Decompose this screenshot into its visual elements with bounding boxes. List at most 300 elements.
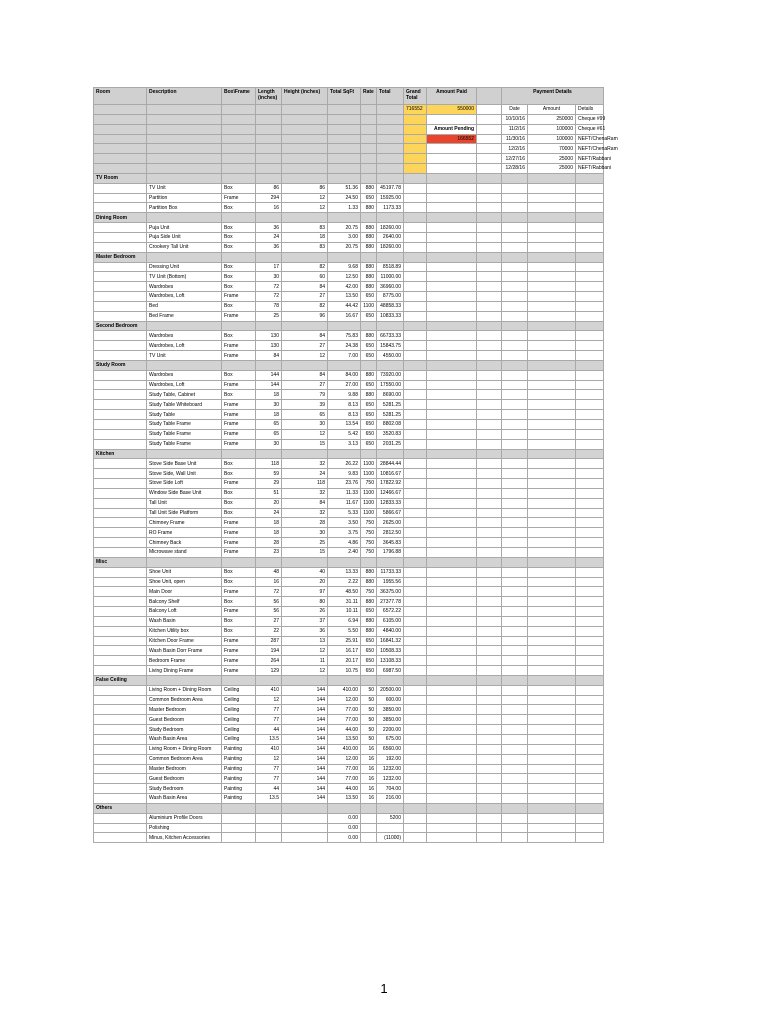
- item-sqft: 410.00: [328, 685, 361, 695]
- section-row: [94, 321, 604, 331]
- item-sqft: 1.33: [328, 203, 361, 213]
- blank-cell: [576, 380, 604, 390]
- section-fill: [576, 252, 604, 262]
- item-rate: 1100: [361, 498, 377, 508]
- blank-cell: [528, 292, 576, 302]
- item-sqft: 13.33: [328, 567, 361, 577]
- blank-cell: [427, 774, 477, 784]
- blank-cell: [528, 508, 576, 518]
- blank-cell: [528, 518, 576, 528]
- item-description: Wardrobes, Loft: [147, 292, 222, 302]
- item-type: Frame: [222, 439, 256, 449]
- item-rate: 650: [361, 292, 377, 302]
- blank-cell: [528, 498, 576, 508]
- section-fill: [528, 360, 576, 370]
- item-description: Guest Bedroom: [147, 774, 222, 784]
- section-fill: [404, 213, 427, 223]
- item-height: 12: [282, 666, 328, 676]
- item-description: Aluminium Profile Doors: [147, 813, 222, 823]
- blank-cell: [528, 341, 576, 351]
- item-height: 144: [282, 764, 328, 774]
- item-description: Wash Basin Area: [147, 794, 222, 804]
- blank-cell: [427, 351, 477, 361]
- blank-cell: [576, 547, 604, 557]
- item-description: Wardrobes: [147, 282, 222, 292]
- blank-cell: [147, 164, 222, 174]
- blank-cell: [576, 626, 604, 636]
- blank-cell: [477, 715, 502, 725]
- table-row: [94, 744, 604, 754]
- section-fill: [256, 321, 282, 331]
- room-cell: [94, 272, 147, 282]
- item-rate: 16: [361, 754, 377, 764]
- blank-cell: [404, 656, 427, 666]
- blank-cell: [404, 715, 427, 725]
- blank-cell: [404, 547, 427, 557]
- item-type: Frame: [222, 518, 256, 528]
- table-row: [94, 242, 604, 252]
- section-fill: [328, 557, 361, 567]
- item-total: (11000): [377, 833, 404, 843]
- section-fill: [256, 213, 282, 223]
- section-fill: [147, 252, 222, 262]
- blank-cell: [502, 331, 528, 341]
- room-cell: [94, 488, 147, 498]
- estimate-body: [94, 105, 618, 843]
- item-description: Guest Bedroom: [147, 715, 222, 725]
- item-rate: 1100: [361, 301, 377, 311]
- summary-row: [94, 154, 604, 164]
- item-height: 12: [282, 193, 328, 203]
- item-sqft: 44.00: [328, 784, 361, 794]
- item-height: 60: [282, 272, 328, 282]
- item-length: 44: [256, 784, 282, 794]
- blank-cell: [576, 616, 604, 626]
- blank-cell: [404, 695, 427, 705]
- section-row: [94, 449, 604, 459]
- item-type: Box: [222, 370, 256, 380]
- item-height: 84: [282, 331, 328, 341]
- blank-cell: [477, 646, 502, 656]
- blank-cell: [502, 784, 528, 794]
- item-length: 194: [256, 646, 282, 656]
- item-description: Study Table: [147, 410, 222, 420]
- item-total: 18260.00: [377, 242, 404, 252]
- item-length: 264: [256, 656, 282, 666]
- blank-cell: [427, 410, 477, 420]
- table-row: [94, 577, 604, 587]
- item-type: Frame: [222, 538, 256, 548]
- item-length: 27: [256, 616, 282, 626]
- item-type: Ceiling: [222, 735, 256, 745]
- item-type: Box: [222, 223, 256, 233]
- blank-cell: [502, 390, 528, 400]
- blank-cell: [528, 784, 576, 794]
- item-height: 32: [282, 488, 328, 498]
- item-description: Wash Basin Dorr Frame: [147, 646, 222, 656]
- item-type: Ceiling: [222, 725, 256, 735]
- blank-cell: [576, 341, 604, 351]
- room-cell: [94, 833, 147, 843]
- table-row: [94, 439, 604, 449]
- blank-cell: [576, 794, 604, 804]
- section-fill: [328, 173, 361, 183]
- item-sqft: 12.00: [328, 754, 361, 764]
- item-total: 3850.00: [377, 705, 404, 715]
- blank-cell: [528, 754, 576, 764]
- blank-cell: [147, 105, 222, 115]
- room-cell: [94, 587, 147, 597]
- item-type: Box: [222, 232, 256, 242]
- header-length: Length (inches): [256, 88, 282, 105]
- item-total: 8518.89: [377, 262, 404, 272]
- item-total: 192.00: [377, 754, 404, 764]
- blank-cell: [502, 715, 528, 725]
- item-height: 144: [282, 794, 328, 804]
- table-row: [94, 203, 604, 213]
- blank-cell: [502, 380, 528, 390]
- blank-cell: [477, 577, 502, 587]
- section-fill: [361, 675, 377, 685]
- blank-cell: [576, 656, 604, 666]
- item-length: 29: [256, 479, 282, 489]
- blank-cell: [427, 114, 477, 124]
- item-length: 17: [256, 262, 282, 272]
- blank-cell: [528, 547, 576, 557]
- item-sqft: 16.17: [328, 646, 361, 656]
- blank-cell: [477, 459, 502, 469]
- table-row: [94, 656, 604, 666]
- item-length: 72: [256, 587, 282, 597]
- item-length: 59: [256, 469, 282, 479]
- blank-cell: [576, 232, 604, 242]
- section-fill: [377, 173, 404, 183]
- item-description: Bedroom Frame: [147, 656, 222, 666]
- item-type: Box: [222, 301, 256, 311]
- section-fill: [282, 360, 328, 370]
- blank-cell: [502, 528, 528, 538]
- blank-cell: [404, 666, 427, 676]
- blank-cell: [576, 774, 604, 784]
- table-row: [94, 735, 604, 745]
- item-description: Balcony Loft: [147, 607, 222, 617]
- page-number: 1: [380, 981, 388, 996]
- blank-cell: [502, 459, 528, 469]
- item-type: Box: [222, 597, 256, 607]
- item-length: 130: [256, 341, 282, 351]
- blank-cell: [576, 469, 604, 479]
- item-description: Study Bedroom: [147, 784, 222, 794]
- blank-cell: [576, 754, 604, 764]
- table-row: [94, 774, 604, 784]
- blank-cell: [502, 646, 528, 656]
- item-length: 18: [256, 528, 282, 538]
- item-height: 144: [282, 715, 328, 725]
- blank-cell: [477, 528, 502, 538]
- blank-cell: [222, 164, 256, 174]
- item-rate: 880: [361, 616, 377, 626]
- item-length: 130: [256, 331, 282, 341]
- item-type: [222, 833, 256, 843]
- payment-details: Cheque #61: [576, 124, 604, 134]
- item-length: [256, 813, 282, 823]
- blank-cell: [427, 469, 477, 479]
- section-fill: [404, 675, 427, 685]
- item-total: 4550.00: [377, 351, 404, 361]
- blank-cell: [502, 823, 528, 833]
- section-fill: [147, 213, 222, 223]
- item-description: Partition Box: [147, 203, 222, 213]
- blank-cell: [576, 538, 604, 548]
- blank-cell: [576, 301, 604, 311]
- section-fill: [147, 321, 222, 331]
- table-row: [94, 518, 604, 528]
- item-length: 13.5: [256, 794, 282, 804]
- blank-cell: [427, 607, 477, 617]
- item-length: 30: [256, 400, 282, 410]
- item-length: 129: [256, 666, 282, 676]
- item-description: Window Side Base Unit: [147, 488, 222, 498]
- grand-total-fill: [404, 144, 427, 154]
- blank-cell: [502, 262, 528, 272]
- blank-cell: [477, 242, 502, 252]
- blank-cell: [576, 351, 604, 361]
- blank-cell: [404, 459, 427, 469]
- item-type: Frame: [222, 193, 256, 203]
- item-sqft: 0.00: [328, 823, 361, 833]
- item-height: 30: [282, 420, 328, 430]
- table-row: [94, 528, 604, 538]
- item-sqft: 0.00: [328, 813, 361, 823]
- payment-amount: 25000: [528, 164, 576, 174]
- payment-details: NEFT/ChenaRam: [576, 134, 604, 144]
- blank-cell: [502, 242, 528, 252]
- blank-cell: [427, 232, 477, 242]
- item-height: 82: [282, 301, 328, 311]
- blank-cell: [282, 114, 328, 124]
- section-fill: [427, 213, 477, 223]
- section-fill: [222, 173, 256, 183]
- blank-cell: [477, 538, 502, 548]
- item-length: 18: [256, 518, 282, 528]
- room-cell: [94, 774, 147, 784]
- room-cell: [94, 400, 147, 410]
- payment-amount: 100000: [528, 124, 576, 134]
- item-type: Frame: [222, 380, 256, 390]
- item-rate: 880: [361, 567, 377, 577]
- section-fill: [222, 557, 256, 567]
- item-rate: 650: [361, 193, 377, 203]
- item-total: 2031.25: [377, 439, 404, 449]
- room-cell: [94, 420, 147, 430]
- grand-total-fill: [404, 124, 427, 134]
- blank-cell: [576, 311, 604, 321]
- section-fill: [328, 360, 361, 370]
- section-fill: [477, 803, 502, 813]
- blank-cell: [328, 134, 361, 144]
- item-sqft: 5.50: [328, 626, 361, 636]
- blank-cell: [427, 508, 477, 518]
- item-rate: 650: [361, 607, 377, 617]
- section-fill: [222, 449, 256, 459]
- section-fill: [256, 173, 282, 183]
- section-fill: [361, 449, 377, 459]
- item-type: Box: [222, 282, 256, 292]
- item-description: Common Bedroom Area: [147, 695, 222, 705]
- blank-cell: [361, 124, 377, 134]
- blank-cell: [404, 223, 427, 233]
- table-row: [94, 508, 604, 518]
- item-description: Wardrobes, Loft: [147, 380, 222, 390]
- item-description: Chimney Frame: [147, 518, 222, 528]
- item-total: 18260.00: [377, 223, 404, 233]
- item-rate: 16: [361, 744, 377, 754]
- item-type: Box: [222, 498, 256, 508]
- section-fill: [222, 213, 256, 223]
- table-row: [94, 488, 604, 498]
- room-cell: [94, 439, 147, 449]
- item-rate: 880: [361, 370, 377, 380]
- section-fill: [576, 803, 604, 813]
- section-fill: [147, 449, 222, 459]
- item-height: 28: [282, 518, 328, 528]
- blank-cell: [477, 794, 502, 804]
- item-description: Bed Frame: [147, 311, 222, 321]
- item-description: Stove Side, Wall Unit: [147, 469, 222, 479]
- item-rate: 16: [361, 774, 377, 784]
- item-length: 77: [256, 715, 282, 725]
- item-description: Wardrobes: [147, 370, 222, 380]
- table-row: [94, 705, 604, 715]
- room-cell: [94, 636, 147, 646]
- item-height: 32: [282, 459, 328, 469]
- grand-total-fill: [404, 154, 427, 164]
- item-sqft: 8.13: [328, 400, 361, 410]
- item-sqft: 6.94: [328, 616, 361, 626]
- summary-row: [94, 134, 604, 144]
- item-total: 28844.44: [377, 459, 404, 469]
- blank-cell: [528, 301, 576, 311]
- item-height: 15: [282, 439, 328, 449]
- section-row: [94, 675, 604, 685]
- blank-cell: [256, 124, 282, 134]
- blank-cell: [404, 616, 427, 626]
- item-description: Partition: [147, 193, 222, 203]
- blank-cell: [477, 518, 502, 528]
- blank-cell: [502, 410, 528, 420]
- item-type: Box: [222, 272, 256, 282]
- table-row: [94, 469, 604, 479]
- summary-row: [94, 114, 604, 124]
- blank-cell: [477, 508, 502, 518]
- table-row: [94, 341, 604, 351]
- blank-cell: [427, 459, 477, 469]
- room-cell: [94, 282, 147, 292]
- section-fill: [361, 360, 377, 370]
- item-description: TV Unit (Bottom): [147, 272, 222, 282]
- blank-cell: [427, 744, 477, 754]
- item-description: Shoe Unit: [147, 567, 222, 577]
- section-fill: [328, 252, 361, 262]
- blank-cell: [477, 479, 502, 489]
- item-description: Living Room + Dining Room: [147, 685, 222, 695]
- blank-cell: [404, 538, 427, 548]
- item-rate: 650: [361, 420, 377, 430]
- table-row: [94, 183, 604, 193]
- section-fill: [147, 675, 222, 685]
- blank-cell: [576, 597, 604, 607]
- blank-cell: [427, 380, 477, 390]
- item-height: 83: [282, 223, 328, 233]
- blank-cell: [222, 154, 256, 164]
- blank-cell: [502, 420, 528, 430]
- item-description: Tall Unit Side Platform: [147, 508, 222, 518]
- item-height: 144: [282, 744, 328, 754]
- item-description: Dressing Unit: [147, 262, 222, 272]
- section-fill: [427, 321, 477, 331]
- item-description: Living Dining Frame: [147, 666, 222, 676]
- item-description: Master Bedroom: [147, 764, 222, 774]
- item-total: 15925.00: [377, 193, 404, 203]
- item-length: 72: [256, 282, 282, 292]
- room-cell: [94, 577, 147, 587]
- blank-cell: [427, 705, 477, 715]
- item-rate: 880: [361, 242, 377, 252]
- blank-cell: [361, 164, 377, 174]
- blank-cell: [427, 823, 477, 833]
- room-cell: [94, 390, 147, 400]
- item-total: 8775.00: [377, 292, 404, 302]
- item-sqft: 26.22: [328, 459, 361, 469]
- item-total: 5200: [377, 813, 404, 823]
- item-description: TV Unit: [147, 183, 222, 193]
- item-type: Box: [222, 469, 256, 479]
- blank-cell: [502, 518, 528, 528]
- item-sqft: 3.50: [328, 518, 361, 528]
- room-cell: [94, 725, 147, 735]
- room-cell: [94, 508, 147, 518]
- payment-amount: 100000: [528, 134, 576, 144]
- blank-cell: [222, 144, 256, 154]
- item-rate: 650: [361, 429, 377, 439]
- table-row: [94, 301, 604, 311]
- item-sqft: 8.13: [328, 410, 361, 420]
- room-cell: [94, 784, 147, 794]
- blank-cell: [427, 813, 477, 823]
- section-fill: [256, 557, 282, 567]
- blank-cell: [477, 666, 502, 676]
- blank-cell: [576, 272, 604, 282]
- blank-cell: [528, 823, 576, 833]
- section-fill: [528, 173, 576, 183]
- room-cell: [94, 597, 147, 607]
- blank-cell: [328, 144, 361, 154]
- blank-cell: [147, 144, 222, 154]
- item-total: 1232.00: [377, 764, 404, 774]
- blank-cell: [477, 301, 502, 311]
- table-row: [94, 538, 604, 548]
- blank-cell: [404, 567, 427, 577]
- section-fill: [477, 321, 502, 331]
- blank-cell: [528, 695, 576, 705]
- blank-cell: [576, 390, 604, 400]
- item-total: 13108.33: [377, 656, 404, 666]
- blank-cell: [502, 616, 528, 626]
- blank-cell: [502, 400, 528, 410]
- summary-row: [94, 105, 604, 115]
- blank-cell: [477, 351, 502, 361]
- section-fill: [576, 557, 604, 567]
